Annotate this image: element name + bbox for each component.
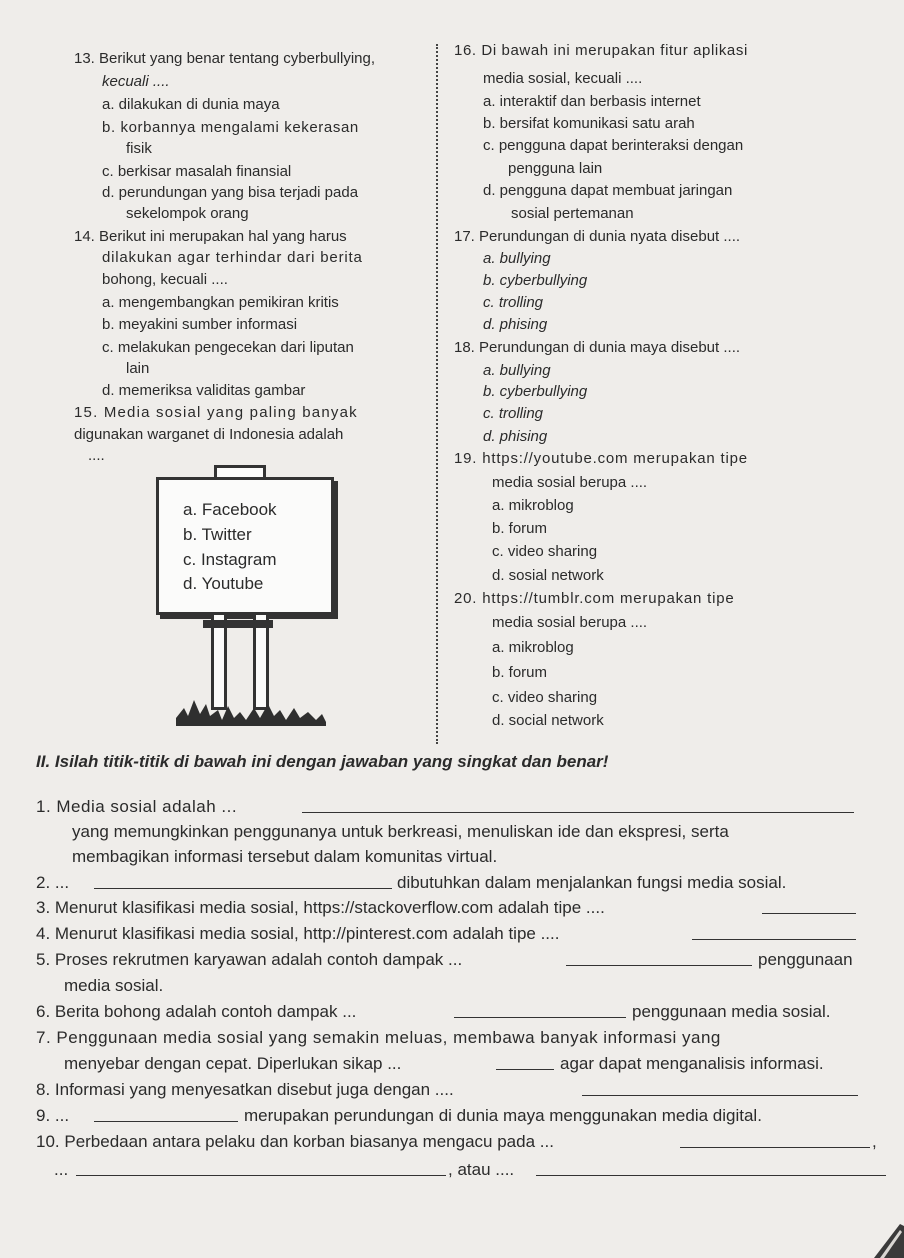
essay-7-line2-b: agar dapat menganalisis informasi.	[560, 1054, 824, 1073]
answer-blank-10a[interactable]	[680, 1132, 870, 1148]
q19-option-a: a. mikroblog	[492, 497, 574, 514]
answer-blank-3[interactable]	[762, 898, 856, 914]
answer-blank-8[interactable]	[582, 1080, 858, 1096]
sign-option-b: b. Twitter	[183, 525, 252, 544]
q20-stem-line1: 20. https://tumblr.com merupakan tipe	[454, 590, 735, 607]
q19-option-d: d. sosial network	[492, 567, 604, 584]
essay-10-line1: 10. Perbedaan antara pelaku dan korban biasanya mengacu pada ...	[36, 1132, 554, 1151]
q13-option-c: c. berkisar masalah finansial	[102, 163, 292, 180]
q19-stem-line1: 19. https://youtube.com merupakan tipe	[454, 450, 748, 467]
q18-stem: 18. Perundungan di dunia maya disebut ....	[454, 339, 741, 356]
essay-7-line1: 7. Penggunaan media sosial yang semakin meluas, membawa banyak informasi yang	[36, 1028, 721, 1047]
q14-stem-line3: bohong, kecuali ....	[102, 271, 228, 288]
q16-stem-line2: media sosial, kecuali ....	[483, 70, 643, 87]
q15-stem-line3: ....	[88, 447, 105, 464]
essay-10-comma: ,	[872, 1132, 877, 1151]
essay-6-text-b: penggunaan media sosial.	[632, 1002, 831, 1021]
q20-option-a: a. mikroblog	[492, 639, 574, 656]
essay-5-text-c: media sosial.	[64, 976, 164, 995]
q17-stem: 17. Perundungan di dunia nyata disebut ....	[454, 228, 741, 245]
answer-blank-4[interactable]	[692, 924, 856, 940]
q17-option-c: c. trolling	[483, 294, 544, 311]
q14-stem-line2: dilakukan agar terhindar dari berita	[102, 249, 363, 266]
essay-9-number: 9. ...	[36, 1106, 70, 1125]
q13-stem-line2: kecuali ....	[102, 73, 170, 90]
q17-option-d: d. phising	[483, 316, 548, 333]
essay-2-number: 2. ...	[36, 873, 70, 892]
answer-blank-1[interactable]	[302, 797, 854, 813]
q20-stem-line2: media sosial berupa ....	[492, 614, 648, 631]
q16-option-c-cont: pengguna lain	[508, 160, 603, 177]
essay-10-atau: , atau ....	[448, 1160, 515, 1179]
q16-option-c: c. pengguna dapat berinteraksi dengan	[483, 137, 744, 154]
q14-option-b: b. meyakini sumber informasi	[102, 316, 298, 333]
sign-option-a: a. Facebook	[183, 500, 277, 519]
essay-7-line2: menyebar dengan cepat. Diperlukan sikap ...	[64, 1054, 402, 1073]
q16-stem-line1: 16. Di bawah ini merupakan fitur aplikasi	[454, 42, 748, 59]
sign-board	[156, 477, 334, 615]
essay-2-text: dibutuhkan dalam menjalankan fungsi media sosial.	[397, 873, 787, 892]
q13-option-b: b. korbannya mengalami kekerasan	[102, 119, 359, 136]
essay-1-line1: 1. Media sosial adalah ...	[36, 797, 238, 816]
sign-option-d: d. Youtube	[183, 574, 264, 593]
section-2-heading: II. Isilah titik-titik di bawah ini dengan jawaban yang singkat dan benar!	[36, 752, 609, 771]
answer-blank-10c[interactable]	[536, 1160, 886, 1176]
answer-blank-2[interactable]	[94, 873, 392, 889]
q18-option-c: c. trolling	[483, 405, 544, 422]
essay-10-dots: ...	[54, 1160, 69, 1179]
q14-option-c: c. melakukan pengecekan dari liputan	[102, 339, 354, 356]
q20-option-d: d. social network	[492, 712, 604, 729]
q13-stem-line1: 13. Berikut yang benar tentang cyberbullying,	[74, 50, 376, 67]
q13-option-a: a. dilakukan di dunia maya	[102, 96, 280, 113]
q20-option-b: b. forum	[492, 664, 548, 681]
q13-option-b-cont: fisik	[126, 140, 152, 157]
page-corner-shadow-icon	[870, 1218, 904, 1258]
q14-option-a: a. mengembangkan pemikiran kritis	[102, 294, 339, 311]
essay-6-text: 6. Berita bohong adalah contoh dampak ...	[36, 1002, 357, 1021]
grass-icon	[176, 690, 326, 730]
q13-option-d: d. perundungan yang bisa terjadi pada	[102, 184, 359, 201]
q18-option-a: a. bullying	[483, 362, 551, 379]
q15-stem-line2: digunakan warganet di Indonesia adalah	[74, 426, 344, 443]
answer-blank-5[interactable]	[566, 950, 752, 966]
answer-blank-7[interactable]	[496, 1054, 554, 1070]
q19-option-b: b. forum	[492, 520, 548, 537]
essay-8-text: 8. Informasi yang menyesatkan disebut juga dengan ....	[36, 1080, 454, 1099]
essay-9-text: merupakan perundungan di dunia maya menggunakan media digital.	[244, 1106, 762, 1125]
answer-blank-9[interactable]	[94, 1106, 238, 1122]
sign-option-c: c. Instagram	[183, 550, 277, 569]
q16-option-b: b. bersifat komunikasi satu arah	[483, 115, 695, 132]
q15-stem-line1: 15. Media sosial yang paling banyak	[74, 404, 358, 421]
q17-option-a: a. bullying	[483, 250, 551, 267]
essay-1-line2: yang memungkinkan penggunanya untuk berkreasi, menuliskan ide dan ekspresi, serta	[72, 822, 729, 841]
q14-stem-line1: 14. Berikut ini merupakan hal yang harus	[74, 228, 347, 245]
q18-option-d: d. phising	[483, 428, 548, 445]
essay-1-line3: membagikan informasi tersebut dalam komunitas virtual.	[72, 847, 498, 866]
answer-blank-6[interactable]	[454, 1002, 626, 1018]
essay-4-text: 4. Menurut klasifikasi media sosial, http://pinterest.com adalah tipe ....	[36, 924, 560, 943]
q16-option-d-cont: sosial pertemanan	[511, 205, 634, 222]
sign-plank	[203, 620, 273, 628]
essay-5-text-b: penggunaan	[758, 950, 853, 969]
q19-option-c: c. video sharing	[492, 543, 598, 560]
q20-option-c: c. video sharing	[492, 689, 598, 706]
q14-option-d: d. memeriksa validitas gambar	[102, 382, 306, 399]
q19-stem-line2: media sosial berupa ....	[492, 474, 648, 491]
q16-option-d: d. pengguna dapat membuat jaringan	[483, 182, 733, 199]
column-divider	[436, 44, 438, 744]
q14-option-c-cont: lain	[126, 360, 150, 377]
q18-option-b: b. cyberbullying	[483, 383, 588, 400]
q13-option-d-cont: sekelompok orang	[126, 205, 249, 222]
essay-5-text: 5. Proses rekrutmen karyawan adalah contoh dampak ...	[36, 950, 463, 969]
q16-option-a: a. interaktif dan berbasis internet	[483, 93, 701, 110]
essay-3-text: 3. Menurut klasifikasi media sosial, https://stackoverflow.com adalah tipe ....	[36, 898, 605, 917]
q17-option-b: b. cyberbullying	[483, 272, 588, 289]
answer-blank-10b[interactable]	[76, 1160, 446, 1176]
